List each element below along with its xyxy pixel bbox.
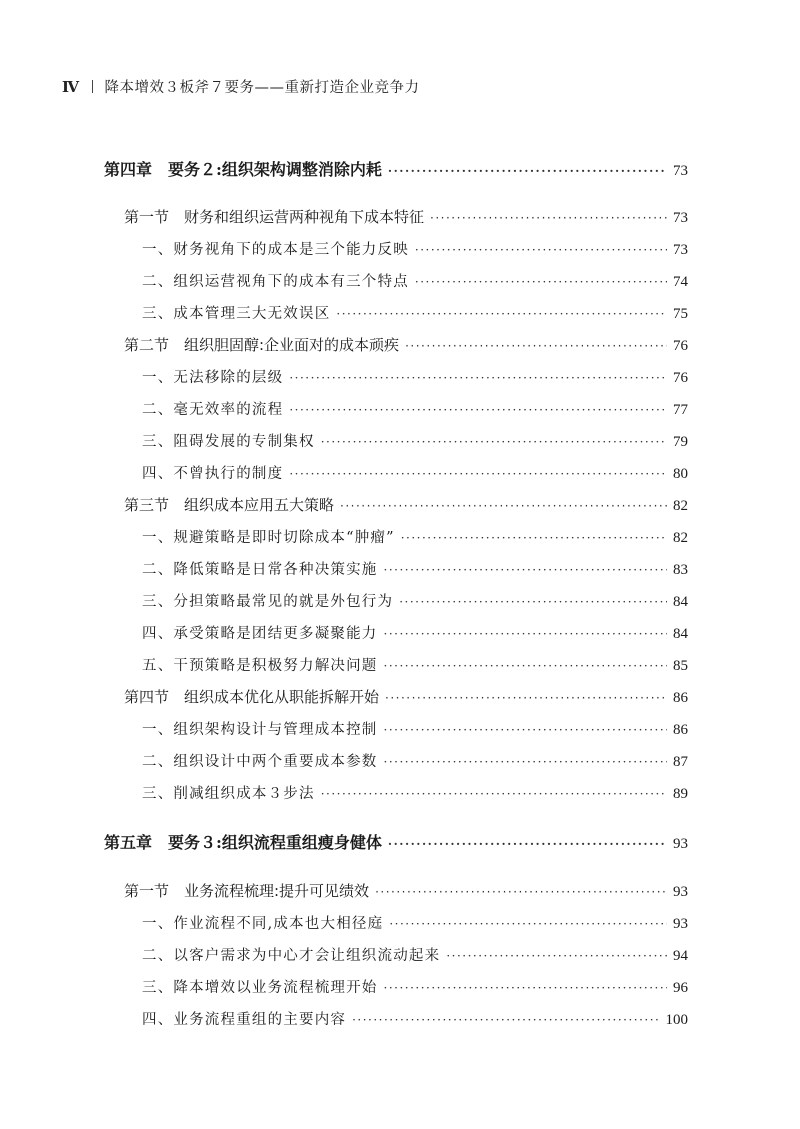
dot-leader <box>321 787 667 801</box>
dot-leader <box>352 1013 659 1027</box>
dot-leader <box>321 435 667 449</box>
toc-item-row <box>142 238 688 259</box>
toc-entry-title: 四、不曾执行的制度 <box>142 466 284 482</box>
toc-page-number: 96 <box>673 980 688 996</box>
toc-chapter-row <box>104 157 688 180</box>
toc-entry-title: 二、组织运营视角下的成本有三个特点 <box>142 274 409 290</box>
dot-leader <box>415 275 667 289</box>
toc-entry-title: 第一节 业务流程梳理:提升可见绩效 <box>124 882 370 900</box>
toc-item-row <box>142 558 688 579</box>
toc-item-row <box>142 590 688 611</box>
toc-entry-title: 一、无法移除的层级 <box>142 370 284 386</box>
toc-entry-title: 二、降低策略是日常各种决策实施 <box>142 562 378 578</box>
toc-page-number: 80 <box>673 466 688 482</box>
toc-item-row <box>142 976 688 997</box>
toc-entry-title: 三、分担策略最常见的就是外包行为 <box>142 594 394 610</box>
toc-entry-title: 三、削减组织成本３步法 <box>142 786 315 802</box>
dot-leader <box>289 467 667 481</box>
dot-leader <box>385 691 667 705</box>
toc-entry-title: 四、承受策略是团结更多凝聚能力 <box>142 626 378 642</box>
dot-leader <box>384 981 668 995</box>
toc-item-row <box>142 1008 688 1029</box>
toc-item-row <box>142 270 688 291</box>
toc-entry-title: 一、规避策略是即时切除成本“肿瘤” <box>142 530 395 546</box>
toc-entry-title: 第五章 要务３:组织流程重组瘦身健体 <box>104 833 382 852</box>
toc-item-row <box>142 718 688 739</box>
toc-entry-title: 第二节 组织胆固醇:企业面对的成本顽疾 <box>124 336 400 354</box>
toc-page-number: 82 <box>673 530 688 546</box>
toc-item-row <box>142 750 688 771</box>
toc-section-row <box>124 334 688 355</box>
toc-item-row <box>142 526 688 547</box>
page-numeral: Ⅳ <box>62 77 80 96</box>
toc-page-number: 94 <box>673 948 688 964</box>
toc-page-number: 84 <box>673 626 688 642</box>
toc-chapter-row <box>104 830 688 853</box>
dot-leader <box>384 627 668 641</box>
toc-section-row <box>124 686 688 707</box>
toc-page-number: 76 <box>673 338 688 354</box>
toc-page-number: 93 <box>673 916 688 932</box>
toc-page-number: 82 <box>673 498 688 514</box>
dot-leader <box>340 499 667 513</box>
toc-entry-title: 四、业务流程重组的主要内容 <box>142 1012 347 1028</box>
toc-section-row <box>124 880 688 901</box>
toc-entry-title: 三、阻碍发展的专制集权 <box>142 434 315 450</box>
dot-leader <box>384 755 668 769</box>
toc-page-number: 75 <box>673 306 688 322</box>
toc-page-number: 73 <box>673 210 688 226</box>
dot-leader <box>389 917 667 931</box>
toc-item-row <box>142 622 688 643</box>
toc-item-row <box>142 462 688 483</box>
toc-page-number: 89 <box>673 786 688 802</box>
toc-item-row <box>142 654 688 675</box>
dot-leader <box>289 403 667 417</box>
toc-page-number: 100 <box>665 1012 688 1028</box>
dot-leader <box>289 371 667 385</box>
dot-leader <box>388 837 667 851</box>
toc-page-number: 77 <box>673 402 688 418</box>
toc-page-number: 74 <box>673 274 688 290</box>
dot-leader <box>336 307 667 321</box>
toc-entry-title: 二、毫无效率的流程 <box>142 402 284 418</box>
toc-section-row <box>124 494 688 515</box>
toc-item-row <box>142 782 688 803</box>
toc-page-number: 93 <box>673 884 688 900</box>
toc-entry-title: 三、成本管理三大无效误区 <box>142 306 331 322</box>
toc-entry-title: 一、组织架构设计与管理成本控制 <box>142 722 378 738</box>
toc-entry-title: 一、财务视角下的成本是三个能力反映 <box>142 242 409 258</box>
toc-item-row <box>142 430 688 451</box>
dot-leader <box>405 339 667 353</box>
toc-entry-title: 第一节 财务和组织运营两种视角下成本特征 <box>124 208 425 226</box>
toc-entry-title: 二、以客户需求为中心才会让组织流动起来 <box>142 948 441 964</box>
dot-leader <box>446 949 667 963</box>
toc-item-row <box>142 302 688 323</box>
toc-entry-title: 三、降本增效以业务流程梳理开始 <box>142 980 378 996</box>
toc-page-number: 85 <box>673 658 688 674</box>
toc-page-number: 93 <box>673 836 688 852</box>
dot-leader <box>399 595 667 609</box>
toc-item-row <box>142 398 688 419</box>
toc-page-number: 87 <box>673 754 688 770</box>
dot-leader <box>384 563 668 577</box>
book-title: 降本增效３板斧７要务——重新打造企业竞争力 <box>104 80 420 96</box>
toc-page-number: 83 <box>673 562 688 578</box>
toc-page-number: 76 <box>673 370 688 386</box>
toc-page-number: 73 <box>673 242 688 258</box>
toc-page-number: 84 <box>673 594 688 610</box>
toc-page-number: 86 <box>673 690 688 706</box>
toc-entry-title: 第三节 组织成本应用五大策略 <box>124 496 335 514</box>
toc-section-row <box>124 206 688 227</box>
dot-leader <box>384 723 668 737</box>
toc-item-row <box>142 366 688 387</box>
dot-leader <box>375 885 667 899</box>
toc-page-number: 73 <box>673 163 688 179</box>
toc-page-number: 79 <box>673 434 688 450</box>
toc-entry-title: 第四章 要务２:组织架构调整消除内耗 <box>104 160 382 179</box>
dot-leader <box>384 659 668 673</box>
toc-item-row <box>142 912 688 933</box>
dot-leader <box>415 243 667 257</box>
dot-leader <box>401 531 667 545</box>
toc-entry-title: 第四节 组织成本优化从职能拆解开始 <box>124 688 380 706</box>
toc-item-row <box>142 944 688 965</box>
toc-page-number: 86 <box>673 722 688 738</box>
toc-entry-title: 一、作业流程不同,成本也大相径庭 <box>142 916 384 932</box>
toc-entry-title: 五、干预策略是积极努力解决问题 <box>142 658 378 674</box>
dot-leader <box>388 164 667 178</box>
toc-entry-title: 二、组织设计中两个重要成本参数 <box>142 754 378 770</box>
dot-leader <box>430 211 667 225</box>
